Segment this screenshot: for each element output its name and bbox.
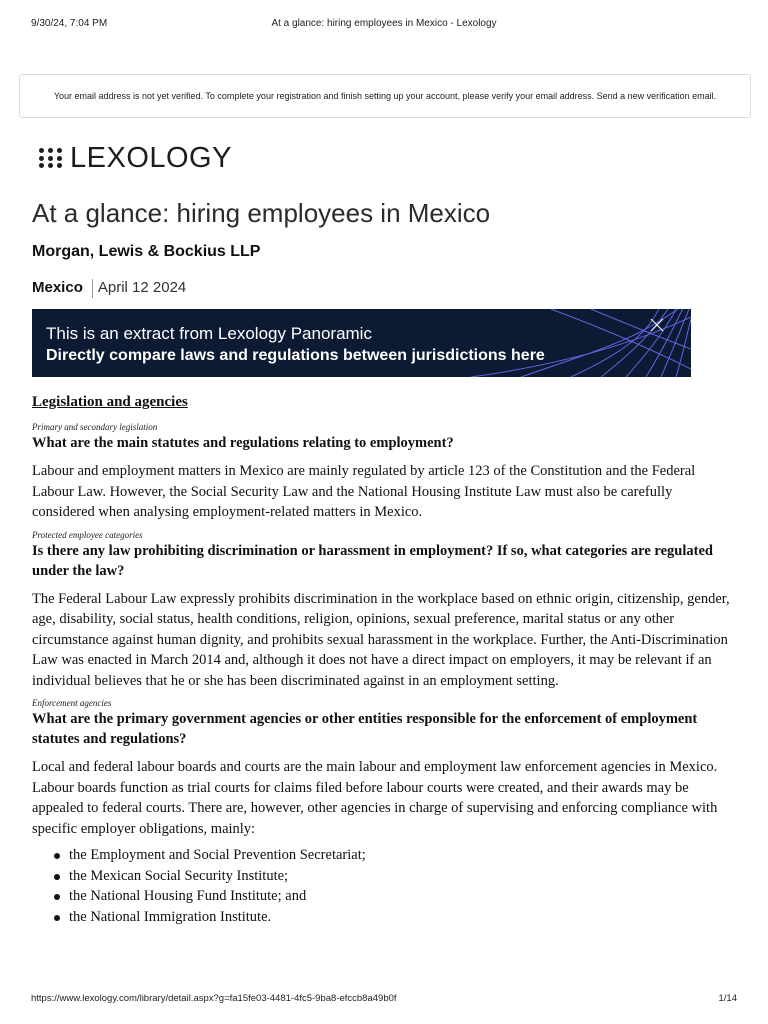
- question-heading: Is there any law prohibiting discrimination or harassment in employment? If so, what categories are regulated under the law?: [32, 542, 713, 579]
- question-heading: What are the main statutes and regulations relating to employment?: [32, 435, 454, 451]
- list-item: the Employment and Social Prevention Secretariat;: [52, 845, 736, 866]
- print-datetime: 9/30/24, 7:04 PM: [31, 18, 108, 29]
- lexology-logo[interactable]: [39, 143, 232, 173]
- answer-paragraph: Labour and employment matters in Mexico are mainly regulated by article 123 of the Constitution and the Federal Labour Law. However, the Social Security Law and the National Housing Institute Law must also be carefully considered when analysing employment-related matters in Mexico.: [32, 463, 696, 520]
- email-verification-banner: [19, 74, 751, 118]
- print-page-title: At a glance: hiring employees in Mexico - Lexology: [271, 18, 497, 29]
- answer-paragraph: Local and federal labour boards and courts are the main labour and employment law enforcement agencies in Mexico. Labour boards function as trial courts for claims filed before labour courts were created, and their awards may be appealed to federal courts. There are, however, other agencies in charge of supervising and enforcing compliance with specific employer obligations, mainly:: [32, 759, 718, 837]
- article-title: At a glance: hiring employees in Mexico: [32, 198, 491, 228]
- article-body: [32, 392, 736, 927]
- panoramic-promo-banner[interactable]: [32, 309, 691, 377]
- topic-label: Enforcement agencies: [32, 698, 112, 708]
- page-number: 1/14: [718, 993, 737, 1004]
- list-item: the Mexican Social Security Institute;: [52, 866, 736, 887]
- agency-list: [52, 845, 736, 927]
- publish-date: April 12 2024: [97, 279, 187, 296]
- topic-label: Primary and secondary legislation: [32, 422, 158, 432]
- list-item: the National Housing Fund Institute; and: [52, 886, 736, 907]
- print-header: [31, 18, 737, 34]
- meta-divider: [92, 279, 93, 298]
- author-firm[interactable]: Morgan, Lewis & Bockius LLP: [32, 243, 261, 260]
- dot-grid-icon: [39, 148, 62, 168]
- answer-paragraph: The Federal Labour Law expressly prohibits discrimination in the workplace based on ethnic origin, citizenship, gender, age, disability, social status, health conditions, religion, opinions, sexual preference, marital status or any other circumstance against human dignity, and prohibits sexual harassment in the workplace. Further, the Anti-Discrimination Law was enacted in March 2014 and, although it does not have a direct impact on employers, it may be relevant if an individual believes that he or she has been discriminated against in an employment setting.: [32, 590, 730, 689]
- jurisdiction-tag[interactable]: Mexico: [32, 279, 83, 296]
- list-item: the National Immigration Institute.: [52, 907, 736, 928]
- print-footer: [31, 993, 737, 1007]
- page-url: https://www.lexology.com/library/detail.aspx?g=fa15fe03-4481-4fc5-9ba8-efccb8a49b0f: [31, 993, 397, 1004]
- question-heading: What are the primary government agencies or other entities responsible for the enforcement of employment statutes and regulations?: [32, 711, 698, 747]
- topic-label: Protected employee categories: [32, 529, 143, 540]
- article-meta: [32, 277, 186, 299]
- promo-link-text[interactable]: Directly compare laws and regulations between jurisdictions here: [46, 347, 545, 364]
- logo-wordmark: LEXOLOGY: [70, 142, 232, 174]
- section-heading: Legislation and agencies: [32, 394, 188, 410]
- promo-headline: This is an extract from Lexology Panoramic: [46, 324, 372, 343]
- verification-message[interactable]: Your email address is not yet verified. To complete your registration and finish setting up your account, please verify your email address. Send a new verification email.: [53, 91, 717, 101]
